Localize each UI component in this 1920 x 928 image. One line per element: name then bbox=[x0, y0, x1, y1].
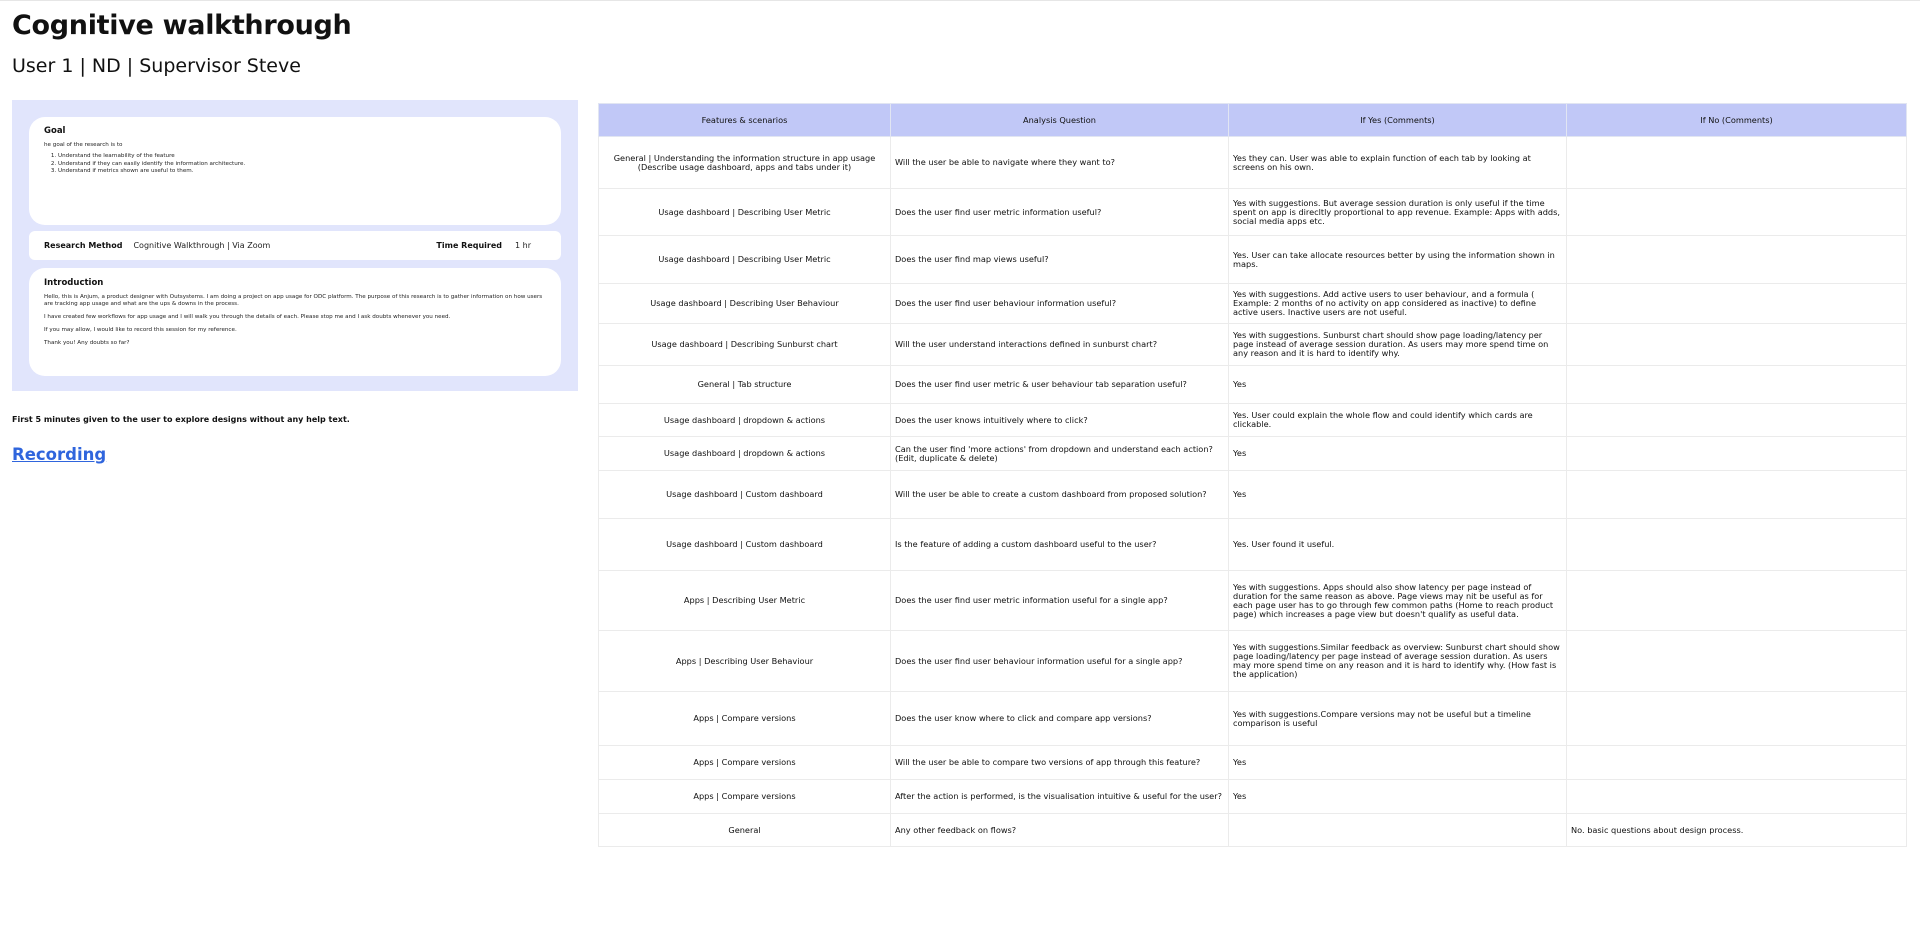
table-cell: Yes bbox=[1229, 746, 1567, 780]
table-cell: Usage dashboard | dropdown & actions bbox=[599, 437, 891, 471]
table-cell: Does the user knows intuitively where to click? bbox=[891, 404, 1229, 437]
table-cell: Does the user find user metric information useful? bbox=[891, 189, 1229, 236]
goal-item: 1. Understand the learnability of the feature bbox=[58, 153, 546, 161]
table-row bbox=[599, 189, 1907, 236]
table-cell bbox=[1567, 780, 1907, 814]
table-cell: Yes bbox=[1229, 780, 1567, 814]
table-cell: Does the user find user metric information useful for a single app? bbox=[891, 571, 1229, 631]
walkthrough-table bbox=[598, 103, 1907, 847]
table-cell: Yes with suggestions. Apps should also show latency per page instead of duration for the same reason as above. Page views may nit be useful as for each page user has to go through few common paths (Home to reach product page) which increases a page view but doesn't qualify as useful data. bbox=[1229, 571, 1567, 631]
table-cell: Apps | Compare versions bbox=[599, 780, 891, 814]
table-cell: No. basic questions about design process. bbox=[1567, 814, 1907, 847]
research-method-label: Research Method bbox=[44, 241, 123, 250]
table-row bbox=[599, 780, 1907, 814]
introduction-paragraph: Thank you! Any doubts so far? bbox=[44, 340, 130, 346]
table-row bbox=[599, 236, 1907, 284]
table-cell: Will the user be able to navigate where they want to? bbox=[891, 137, 1229, 189]
table-cell: Usage dashboard | dropdown & actions bbox=[599, 404, 891, 437]
goal-item: 3. Understand if metrics shown are useful to them. bbox=[58, 168, 546, 176]
table-cell: Does the user find user behaviour information useful for a single app? bbox=[891, 631, 1229, 692]
goal-list bbox=[58, 153, 546, 176]
table-row bbox=[599, 366, 1907, 404]
table-cell: Any other feedback on flows? bbox=[891, 814, 1229, 847]
top-divider bbox=[0, 0, 1920, 1]
table-cell: Does the user find user behaviour information useful? bbox=[891, 284, 1229, 324]
table-cell bbox=[1567, 519, 1907, 571]
column-header: Features & scenarios bbox=[599, 104, 891, 137]
table-cell: Apps | Describing User Metric bbox=[599, 571, 891, 631]
goal-intro: he goal of the research is to bbox=[44, 142, 123, 148]
exploration-note: First 5 minutes given to the user to explore designs without any help text. bbox=[12, 415, 350, 424]
table-cell bbox=[1567, 284, 1907, 324]
time-required-value: 1 hr bbox=[515, 241, 531, 250]
introduction-heading: Introduction bbox=[44, 278, 104, 288]
table-cell: General | Understanding the information structure in app usage (Describe usage dashboard, apps and tabs under it) bbox=[599, 137, 891, 189]
table-cell bbox=[1567, 692, 1907, 746]
table-cell: Usage dashboard | Custom dashboard bbox=[599, 471, 891, 519]
table-cell: Yes bbox=[1229, 471, 1567, 519]
page-subtitle: User 1 | ND | Supervisor Steve bbox=[12, 55, 301, 77]
table-cell bbox=[1567, 471, 1907, 519]
table-cell: Will the user be able to compare two versions of app through this feature? bbox=[891, 746, 1229, 780]
table-row bbox=[599, 324, 1907, 366]
table-row bbox=[599, 692, 1907, 746]
table-row bbox=[599, 137, 1907, 189]
table-cell: Does the user find map views useful? bbox=[891, 236, 1229, 284]
time-required-label: Time Required bbox=[436, 241, 502, 250]
table-cell bbox=[1567, 137, 1907, 189]
table-row bbox=[599, 631, 1907, 692]
table-cell: Apps | Compare versions bbox=[599, 746, 891, 780]
table-cell: Does the user find user metric & user behaviour tab separation useful? bbox=[891, 366, 1229, 404]
table-cell: Apps | Describing User Behaviour bbox=[599, 631, 891, 692]
research-brief-panel bbox=[12, 100, 578, 391]
table-cell: Yes with suggestions.Similar feedback as overview: Sunburst chart should show page loading/latency per page instead of average session duration. As users may more spend time on any reason and it is hard to identify why. (How fast is the application) bbox=[1229, 631, 1567, 692]
goal-heading: Goal bbox=[44, 126, 66, 136]
table-cell: Yes with suggestions.Compare versions may not be useful but a timeline comparison is useful bbox=[1229, 692, 1567, 746]
table-cell: Usage dashboard | Describing User Behaviour bbox=[599, 284, 891, 324]
column-header: If Yes (Comments) bbox=[1229, 104, 1567, 137]
table-cell: General bbox=[599, 814, 891, 847]
introduction-paragraph: If you may allow, I would like to record this session for my reference. bbox=[44, 327, 237, 333]
table-row bbox=[599, 404, 1907, 437]
table-cell: Usage dashboard | Describing User Metric bbox=[599, 236, 891, 284]
table-cell: Yes. User found it useful. bbox=[1229, 519, 1567, 571]
table-cell: Yes with suggestions. But average session duration is only useful if the time spent on app is direcltly proportional to app revenue. Example: Apps with adds, social media apps etc. bbox=[1229, 189, 1567, 236]
table-cell bbox=[1567, 366, 1907, 404]
table-cell: Is the feature of adding a custom dashboard useful to the user? bbox=[891, 519, 1229, 571]
column-header: If No (Comments) bbox=[1567, 104, 1907, 137]
table-row bbox=[599, 519, 1907, 571]
table-row bbox=[599, 746, 1907, 780]
goal-card bbox=[29, 117, 561, 225]
table-cell: Yes. User can take allocate resources better by using the information shown in maps. bbox=[1229, 236, 1567, 284]
table-cell bbox=[1229, 814, 1567, 847]
table-row bbox=[599, 571, 1907, 631]
table-cell: Yes with suggestions. Sunburst chart should show page loading/latency per page instead of average session duration. As users may more spend time on any reason and it is hard to identify why. bbox=[1229, 324, 1567, 366]
table-row bbox=[599, 814, 1907, 847]
table-cell: Usage dashboard | Describing User Metric bbox=[599, 189, 891, 236]
research-method-card bbox=[29, 231, 561, 260]
table-row bbox=[599, 471, 1907, 519]
table-cell: Yes bbox=[1229, 437, 1567, 471]
table-cell: Usage dashboard | Custom dashboard bbox=[599, 519, 891, 571]
table-cell: Apps | Compare versions bbox=[599, 692, 891, 746]
table-cell bbox=[1567, 746, 1907, 780]
table-cell: Yes with suggestions. Add active users to user behaviour, and a formula ( Example: 2 months of no activity on app considered as inactive) to define active users. Inactive users are not useful. bbox=[1229, 284, 1567, 324]
table-cell bbox=[1567, 236, 1907, 284]
table-cell: Yes they can. User was able to explain function of each tab by looking at screens on his own. bbox=[1229, 137, 1567, 189]
introduction-paragraph: I have created few workflows for app usage and I will walk you through the details of each. Please stop me and I ask doubts whenever you need. bbox=[44, 314, 451, 320]
recording-link[interactable]: Recording bbox=[12, 445, 107, 464]
table-cell: Will the user understand interactions defined in sunburst chart? bbox=[891, 324, 1229, 366]
research-method-value: Cognitive Walkthrough | Via Zoom bbox=[133, 241, 271, 250]
table-cell bbox=[1567, 324, 1907, 366]
table-cell: General | Tab structure bbox=[599, 366, 891, 404]
goal-item: 2. Understand if they can easily identify the information architecture. bbox=[58, 161, 546, 169]
table-cell bbox=[1567, 189, 1907, 236]
column-header: Analysis Question bbox=[891, 104, 1229, 137]
table-cell: After the action is performed, is the visualisation intuitive & useful for the user? bbox=[891, 780, 1229, 814]
introduction-paragraph: Hello, this is Anjum, a product designer with Outsystems. I am doing a project on app usage for ODC platform. The purpose of this research is to gather information on how users are tracking app usage and what are the ups & downs in the process. bbox=[44, 294, 543, 307]
table-cell: Will the user be able to create a custom dashboard from proposed solution? bbox=[891, 471, 1229, 519]
table-header-row bbox=[599, 104, 1907, 137]
table-cell: Usage dashboard | Describing Sunburst chart bbox=[599, 324, 891, 366]
table-cell bbox=[1567, 631, 1907, 692]
table-cell: Yes. User could explain the whole flow and could identify which cards are clickable. bbox=[1229, 404, 1567, 437]
table-row bbox=[599, 284, 1907, 324]
table-cell: Yes bbox=[1229, 366, 1567, 404]
table-cell bbox=[1567, 404, 1907, 437]
table-cell bbox=[1567, 571, 1907, 631]
page-title: Cognitive walkthrough bbox=[12, 10, 352, 41]
table-cell bbox=[1567, 437, 1907, 471]
introduction-card bbox=[29, 268, 561, 376]
table-cell: Can the user find 'more actions' from dropdown and understand each action? (Edit, duplicate & delete) bbox=[891, 437, 1229, 471]
table-row bbox=[599, 437, 1907, 471]
table-cell: Does the user know where to click and compare app versions? bbox=[891, 692, 1229, 746]
